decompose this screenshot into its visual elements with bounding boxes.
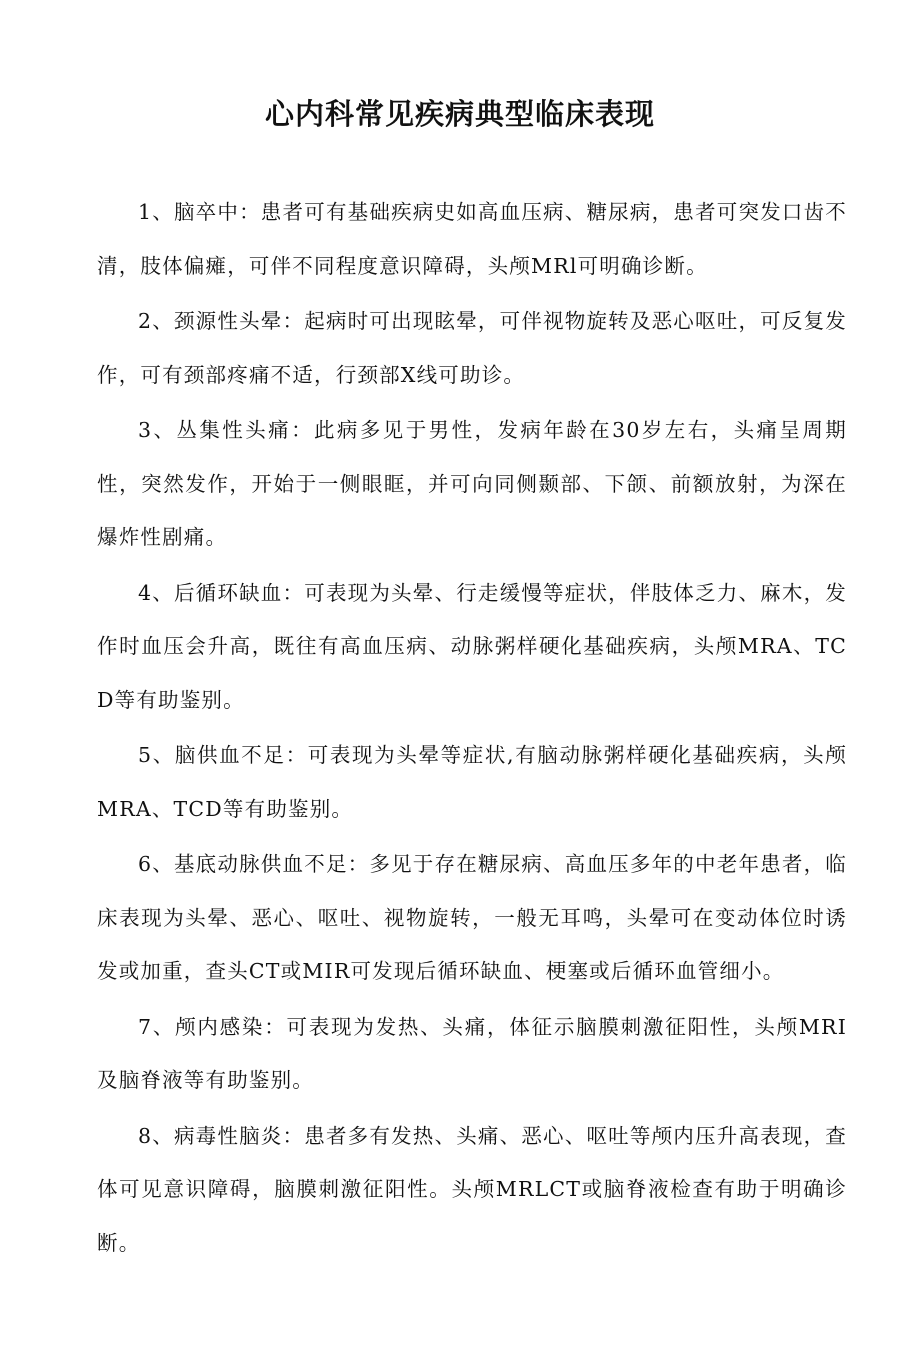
paragraph-viral-encephalitis: 8、病毒性脑炎：患者多有发热、头痛、恶心、呕吐等颅内压升高表现，查体可见意识障碍，脑膜刺激征阳性。头颅MRLCT或脑脊液检查有助于明确诊断。 (97, 1123, 847, 1255)
page-title: 心内科常见疾病典型临床表现 (264, 97, 655, 131)
paragraph-cluster-headache: 3、丛集性头痛：此病多见于男性，发病年龄在30岁左右，头痛呈周期性，突然发作，开始于一侧眼眶，并可向同侧颞部、下颌、前额放射，为深在爆炸性剧痛。 (97, 418, 847, 549)
paragraph-posterior-circulation-ischemia: 4、后循环缺血：可表现为头晕、行走缓慢等症状，伴肢体乏力、麻木，发作时血压会升高，既往有高血压病、动脉粥样硬化基础疾病，头颅MRA、TCD等有助鉴别。 (97, 580, 847, 712)
document-body (97, 186, 847, 1272)
paragraph-intracranial-infection: 7、颅内感染：可表现为发热、头痛，体征示脑膜刺激征阳性，头颅MRI及脑脊液等有助鉴别。 (97, 1014, 847, 1092)
paragraph-stroke: 1、脑卒中：患者可有基础疾病史如高血压病、糖尿病，患者可突发口齿不清，肢体偏瘫，可伴不同程度意识障碍，头颅MRl可明确诊断。 (97, 200, 847, 278)
paragraph-basilar-insufficiency: 6、基底动脉供血不足：多见于存在糖尿病、高血压多年的中老年患者，临床表现为头晕、恶心、呕吐、视物旋转，一般无耳鸣，头晕可在变动体位时诱发或加重，查头CT或MIR可发现后循环缺血、梗塞或后循环血管细小。 (97, 852, 847, 983)
paragraph-cervical-vertigo: 2、颈源性头晕：起病时可出现眩晕，可伴视物旋转及恶心呕吐，可反复发作，可有颈部疼痛不适，行颈部X线可助诊。 (97, 309, 847, 387)
paragraph-cerebral-insufficiency: 5、脑供血不足：可表现为头晕等症状,有脑动脉粥样硬化基础疾病，头颅MRA、TCD等有助鉴别。 (97, 743, 847, 821)
